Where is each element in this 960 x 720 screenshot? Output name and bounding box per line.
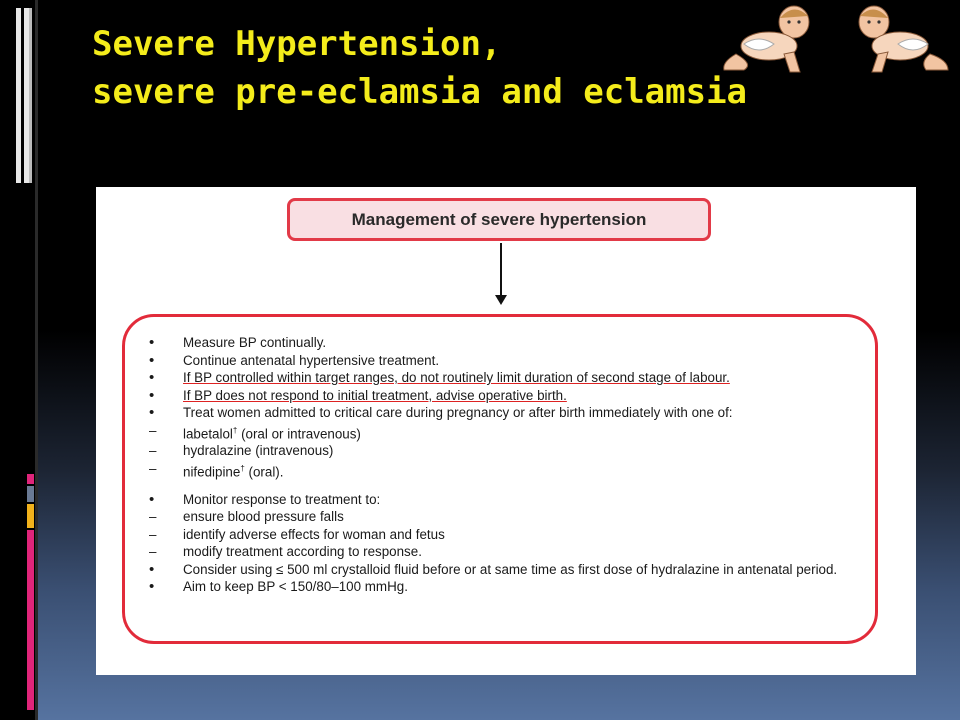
list-item: • Aim to keep BP < 150/80–100 mmHg. (148, 578, 858, 596)
list-item: • Treat women admitted to critical care during pregnancy or after birth immediately with one of: (148, 404, 858, 422)
sub-list-item: – identify adverse effects for woman and fetus (148, 526, 858, 544)
baby-icon (848, 4, 953, 74)
list-item: • Consider using ≤ 500 ml crystalloid fluid before or at same time as first dose of hydralazine in antenatal period. (148, 561, 858, 579)
management-steps-box (122, 314, 878, 644)
sub-list-item: – hydralazine (intravenous) (148, 442, 858, 460)
slide-title (92, 20, 747, 116)
flowchart-header (287, 198, 711, 241)
title-line-1: Severe Hypertension, (92, 24, 502, 64)
accent-block (27, 474, 34, 484)
list-item: • Continue antenatal hypertensive treatment. (148, 352, 858, 370)
sub-list-item: – labetalol† (oral or intravenous) (148, 422, 858, 443)
accent-block (27, 530, 34, 710)
divider-line (35, 0, 38, 720)
management-list (148, 334, 858, 596)
sub-list-item: – nifedipine† (oral). (148, 460, 858, 481)
accent-block (27, 486, 34, 502)
list-item: • Measure BP continually. (148, 334, 858, 352)
accent-block (27, 504, 34, 528)
decorative-grid (16, 8, 34, 183)
flowchart-image (96, 187, 916, 675)
list-item: • If BP controlled within target ranges, do not routinely limit duration of second stage of labour. (148, 369, 858, 387)
flowchart-header-text: Management of severe hypertension (351, 209, 647, 229)
sub-list-item: – ensure blood pressure falls (148, 508, 858, 526)
list-item: • Monitor response to treatment to: (148, 491, 858, 509)
arrow-head-icon (495, 295, 507, 305)
list-item: • If BP does not respond to initial treatment, advise operative birth. (148, 387, 858, 405)
down-arrow-icon (500, 243, 502, 298)
sub-list-item: – modify treatment according to response. (148, 543, 858, 561)
title-line-2: severe pre-eclamsia and eclamsia (92, 72, 748, 112)
baby-icon (714, 4, 824, 74)
